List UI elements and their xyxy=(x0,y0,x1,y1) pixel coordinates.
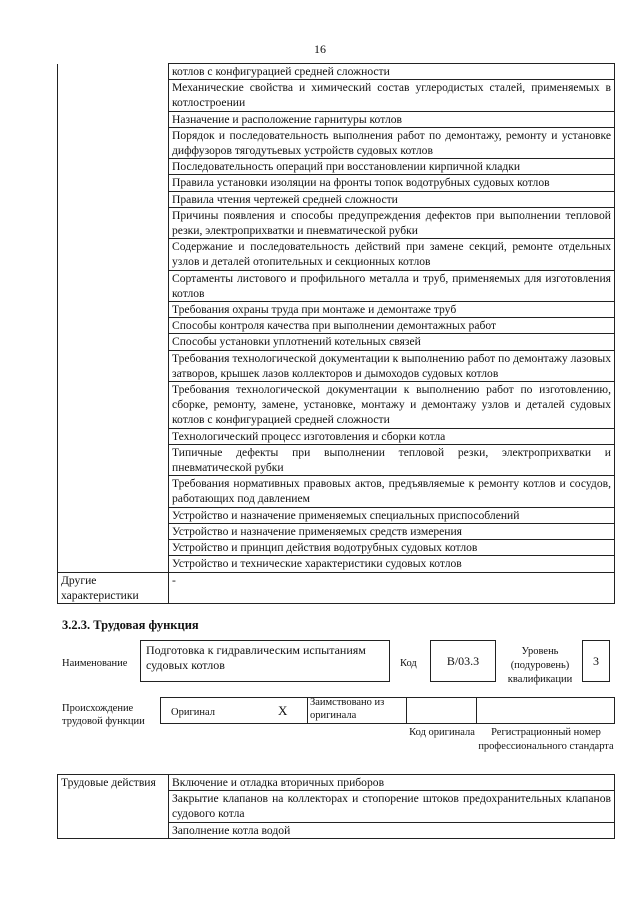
other-characteristics-row xyxy=(58,572,615,603)
knowledge-item: Типичные дефекты при выполнении тепловой резки, электроприхватки и пневматической рубки xyxy=(169,444,615,475)
knowledge-item: Способы контроля качества при выполнении демонтажных работ xyxy=(169,318,615,334)
knowledge-row xyxy=(58,64,615,80)
knowledge-item: Требования технологической документации к выполнению работ по демонтажу лазовых затворов, крышек лазов коллекторов и дымоходов судовых котлов xyxy=(169,350,615,381)
code-original-label: Код оригинала xyxy=(409,727,475,738)
knowledge-item: Способы установки уплотнений котельных связей xyxy=(169,334,615,350)
knowledge-item: Технологический процесс изготовления и сборки котла xyxy=(169,428,615,444)
origin-label: Происхождение трудовой функции xyxy=(62,703,145,727)
knowledge-item: Порядок и последовательность выполнения работ по демонтажу, ремонту и установке диффузоров тягодутьевых устройств судовых котлов xyxy=(169,127,615,158)
other-characteristics-label: Другие характеристики xyxy=(58,572,169,603)
code-original-box xyxy=(407,697,477,724)
knowledge-item: Устройство и технические характеристики судовых котлов xyxy=(169,556,615,572)
knowledge-item: Назначение и расположение гарнитуры котлов xyxy=(169,111,615,127)
action-item: Включение и отладка вторичных приборов xyxy=(169,775,615,791)
level-label: Уровень (подуровень) квалификации xyxy=(507,646,573,685)
knowledge-table xyxy=(57,63,615,604)
knowledge-item: Последовательность операций при восстановлении кирпичной кладки xyxy=(169,159,615,175)
original-label: Оригинал xyxy=(171,707,215,718)
action-item: Заполнение котла водой xyxy=(169,822,615,838)
original-mark: X xyxy=(278,703,288,718)
knowledge-item: котлов с конфигурацией средней сложности xyxy=(169,64,615,80)
reg-number-label: Регистрационный номер профессионального стандарта xyxy=(478,727,614,752)
name-label: Наименование xyxy=(62,658,128,669)
knowledge-item: Механические свойства и химический состав углеродистых сталей, применяемых в котлостроении xyxy=(169,80,615,111)
knowledge-item: Устройство и назначение применяемых специальных приспособлений xyxy=(169,507,615,523)
page-number: 16 xyxy=(314,42,326,56)
function-code: В/03.3 xyxy=(430,640,496,682)
knowledge-item: Причины появления и способы предупреждения дефектов при выполнении тепловой резки, электроприхватки и пневматической рубки xyxy=(169,207,615,238)
borrowed-label: Заимствовано из оригинала xyxy=(310,697,385,721)
knowledge-item: Устройство и принцип действия водотрубных судовых котлов xyxy=(169,540,615,556)
knowledge-item: Правила чтения чертежей средней сложности xyxy=(169,191,615,207)
knowledge-label-cell xyxy=(58,64,169,573)
code-label: Код xyxy=(400,658,417,669)
knowledge-item: Содержание и последовательность действий при замене секций, ремонте отдельных узлов и деталей отопительных и секционных котлов xyxy=(169,239,615,270)
reg-number-box xyxy=(477,697,615,724)
section-title: 3.2.3. Трудовая функция xyxy=(62,618,199,632)
actions-table xyxy=(57,774,615,839)
knowledge-item: Требования охраны труда при монтаже и демонтаже труб xyxy=(169,302,615,318)
qualification-level: 3 xyxy=(582,640,610,682)
action-row xyxy=(58,775,615,791)
function-name: Подготовка к гидравлическим испытаниям судовых котлов xyxy=(140,640,390,682)
knowledge-item: Устройство и назначение применяемых средств измерения xyxy=(169,523,615,539)
knowledge-item: Правила установки изоляции на фронты топок водотрубных судовых котлов xyxy=(169,175,615,191)
other-characteristics-value: - xyxy=(169,572,615,603)
actions-label: Трудовые действия xyxy=(58,775,169,839)
knowledge-item: Требования технологической документации к выполнению работ по изготовлению, сборке, ремонту, замене, установке, монтажу и демонтажу узлов и деталей судовых котлов с конфигурацией средней сложности xyxy=(169,382,615,429)
knowledge-item: Сортаменты листового и профильного металла и труб, применяемых для изготовления котлов xyxy=(169,270,615,301)
knowledge-item: Требования нормативных правовых актов, предъявляемые к ремонту котлов и сосудов, работающих под давлением xyxy=(169,476,615,507)
action-item: Закрытие клапанов на коллекторах и стопорение штоков предохранительных клапанов судового котла xyxy=(169,791,615,822)
